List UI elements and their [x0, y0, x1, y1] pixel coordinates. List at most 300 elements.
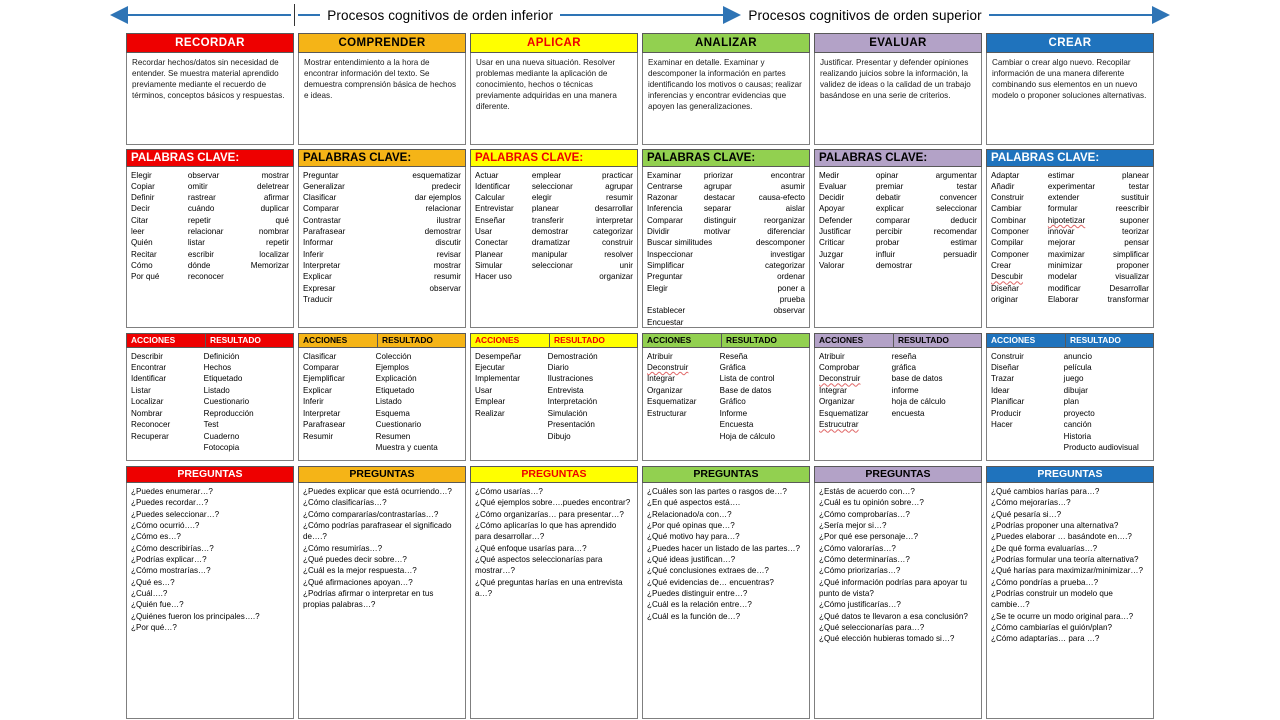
action-cell: [475, 431, 548, 442]
keyword-cell: Inspeccionar: [647, 249, 693, 259]
keyword-cell: simplificar: [1113, 249, 1149, 259]
result-cell: Esquema: [375, 408, 410, 418]
keyword-cell: Defender: [819, 215, 853, 225]
keyword-row: [131, 203, 289, 214]
keyword-cell: premiar: [875, 181, 904, 191]
keyword-row: [647, 317, 805, 328]
result-cell: informe: [891, 385, 919, 395]
actions-header-label: ACCIONES: [647, 335, 692, 345]
keyword-cell: Usar: [475, 227, 493, 237]
keyword-cell: Interpretar: [303, 261, 341, 271]
keyword-cell: agrupar: [605, 181, 633, 191]
actions-header-label: ACCIONES: [131, 335, 176, 345]
keyword-row: [991, 203, 1149, 214]
keyword-cell: esquematizar: [412, 170, 461, 180]
actions-results-row: [303, 373, 461, 384]
question-item: ¿Puedes elaborar … basándote en….?: [991, 532, 1132, 542]
keyword-cell: nombrar: [258, 227, 289, 237]
banner-rule-right: [989, 14, 1152, 16]
question-item: ¿Cómo es…?: [131, 532, 181, 542]
result-cell: Reproducción: [203, 408, 254, 418]
actions-results-row: [647, 385, 805, 396]
keyword-cell: Expresar: [303, 283, 336, 293]
question-item: ¿Podrías afirmar o interpretar en tus propias palabras…?: [303, 588, 434, 610]
keyword-cell: investigar: [770, 249, 805, 259]
keyword-cell: Explicar: [303, 272, 332, 282]
actions-results-row: [819, 362, 977, 373]
keyword-row: [647, 203, 805, 214]
keyword-row: [647, 305, 805, 316]
keyword-row: [131, 260, 289, 271]
banner-rule-left: [128, 14, 291, 16]
actions-results-row: [131, 419, 289, 430]
keyword-cell: seleccionar: [531, 261, 573, 271]
keyword-row: [819, 170, 977, 181]
question-item: ¿Relacionado/a con…?: [647, 509, 732, 519]
taxonomy-grid: [126, 33, 1154, 719]
results-header-label: RESULTADO: [721, 334, 809, 347]
keyword-cell: Decir: [131, 204, 150, 214]
result-cell: reseña: [891, 351, 917, 361]
taxonomy-column-crear: [986, 33, 1154, 719]
keyword-cell: dónde: [187, 261, 211, 271]
taxonomy-column-evaluar: [814, 33, 982, 719]
keyword-row: [475, 226, 633, 237]
question-item: ¿Podrías proponer una alternativa?: [991, 520, 1119, 530]
actions-results-row: [475, 419, 633, 430]
action-cell: [647, 419, 720, 430]
keyword-cell: estimar: [1047, 170, 1075, 180]
keyword-row: [991, 294, 1149, 305]
action-cell: Esquematizar: [647, 397, 697, 407]
question-item: ¿Qué aspectos seleccionarías para mostrar…?: [475, 554, 603, 576]
keyword-cell: Crear: [991, 261, 1012, 271]
keyword-cell: Buscar similitudes: [647, 238, 713, 248]
question-item: ¿Cómo clasificarías…?: [303, 498, 387, 508]
keyword-row: [303, 283, 461, 294]
keyword-cell: Generalizar: [303, 181, 345, 191]
question-item: ¿De qué forma evaluarías…?: [991, 543, 1098, 553]
result-cell: Ilustraciones: [547, 374, 594, 384]
keyword-cell: Quién: [131, 238, 153, 248]
question-item: ¿Podrías formular una teoría alternativa?: [991, 554, 1139, 564]
keyword-cell: rastrear: [187, 193, 216, 203]
question-item: ¿Cómo aplicarías lo que has aprendido para desarrollar…?: [475, 520, 617, 542]
action-cell: Parafrasear: [303, 420, 346, 430]
question-item: ¿Puedes hacer un listado de las partes…?: [647, 543, 800, 553]
keyword-row: [647, 226, 805, 237]
actions-results-list: [298, 348, 466, 461]
question-item: ¿Cómo compararías/contrastarías…?: [303, 509, 439, 519]
keyword-cell: Clasificar: [303, 193, 337, 203]
results-header-label: RESULTADO: [377, 334, 465, 347]
result-cell: Encuesta: [719, 420, 754, 430]
result-cell: Entrevista: [547, 385, 584, 395]
result-cell: Hoja de cálculo: [719, 431, 776, 441]
keyword-cell: ordenar: [777, 272, 805, 282]
keyword-cell: leer: [131, 227, 145, 237]
action-cell: Ejemplificar: [303, 374, 345, 384]
question-item: ¿Qué puedes decir sobre…?: [303, 554, 407, 564]
keyword-cell: causa-efecto: [758, 193, 805, 203]
category-title: CREAR: [986, 33, 1154, 53]
keyword-row: [475, 203, 633, 214]
keyword-cell: seleccionar: [531, 181, 573, 191]
question-item: ¿Qué información podrías para apoyar tu punto de vista?: [819, 577, 968, 598]
keyword-cell: mejorar: [1047, 238, 1076, 248]
actions-results-header: [298, 333, 466, 348]
keyword-cell: planear: [1121, 170, 1149, 180]
banner-rule-left-inner: [298, 14, 320, 16]
action-cell: Integrar: [647, 374, 675, 384]
keyword-cell: practicar: [601, 170, 633, 180]
keyword-cell: experimentar: [1047, 181, 1096, 191]
category-title: EVALUAR: [814, 33, 982, 53]
keyword-row: [303, 170, 461, 181]
question-item: ¿Qué ejemplos sobre….puedes encontrar?: [475, 498, 631, 508]
keyword-cell: [926, 260, 977, 271]
keyword-cell: Desarrollar: [1109, 283, 1149, 293]
category-title: APLICAR: [470, 33, 638, 53]
action-cell: Idear: [991, 385, 1010, 395]
question-item: ¿Qué preguntas harías en una entrevista a…?: [475, 577, 623, 598]
keyword-cell: innovar: [1047, 227, 1075, 237]
result-cell: Etiquetado: [375, 385, 415, 395]
keyword-cell: seleccionar: [936, 204, 977, 214]
question-item: ¿Qué afirmaciones apoyan…?: [303, 577, 413, 587]
result-cell: Simulación: [547, 408, 588, 418]
actions-results-list: [126, 348, 294, 461]
keyword-cell: Examinar: [647, 170, 682, 180]
keyword-cell: Elaborar: [1047, 295, 1079, 305]
results-header-label: RESULTADO: [205, 334, 293, 347]
category-description: Examinar en detalle. Examinar y descomponer la información en partes identificando los motivos o causas; realizar inferencias y encontrar evidencias que apoyen las generalizaciones.: [642, 53, 810, 145]
keyword-row: [819, 203, 977, 214]
result-cell: Cuestionario: [203, 397, 250, 407]
result-cell: canción: [1063, 420, 1092, 430]
action-cell: [131, 442, 204, 453]
question-item: ¿Puedes enumerar…?: [131, 487, 213, 496]
keyword-row: [303, 271, 461, 282]
question-item: ¿Qué datos te llevaron a esa conclusión?: [819, 611, 968, 621]
keyword-cell: deletrear: [257, 181, 289, 191]
actions-results-row: [991, 385, 1149, 396]
actions-results-row: [303, 396, 461, 407]
keyword-row: [991, 237, 1149, 248]
actions-results-row: [819, 351, 977, 362]
action-cell: Implementar: [475, 374, 520, 384]
actions-results-row: [131, 362, 289, 373]
action-cell: Organizar: [819, 397, 855, 407]
keyword-row: [991, 170, 1149, 181]
keyword-cell: Centrarse: [647, 181, 683, 191]
actions-results-row: [131, 373, 289, 384]
result-cell: proyecto: [1063, 408, 1095, 418]
question-item: ¿Cuáles son las partes o rasgos de…?: [647, 487, 787, 496]
category-description: Mostrar entendimiento a la hora de encontrar información del texto. Se demuestra comprensión básica de hechos e ideas.: [298, 53, 466, 145]
keyword-cell: descomponer: [755, 238, 805, 248]
keyword-cell: Evaluar: [819, 181, 847, 191]
actions-results-row: [131, 442, 289, 453]
keyword-cell: construir: [601, 238, 633, 248]
keyword-cell: Conectar: [475, 238, 508, 248]
actions-header-label: ACCIONES: [303, 335, 348, 345]
actions-results-row: [819, 385, 977, 396]
result-cell: Interpretación: [547, 397, 598, 407]
actions-results-header: [814, 333, 982, 348]
category-description: Usar en una nueva situación. Resolver problemas mediante la aplicación de conocimiento, hechos o técnicas previamente adquiridas en una manera diferente.: [470, 53, 638, 145]
action-cell: Construir: [991, 351, 1024, 361]
result-cell: Demostración: [547, 351, 598, 361]
questions-header: PREGUNTAS: [126, 466, 294, 484]
keyword-row: [991, 226, 1149, 237]
keyword-cell: Cambiar: [991, 204, 1022, 214]
questions-list: [470, 483, 638, 719]
keyword-cell: argumentar: [935, 170, 977, 180]
higher-order-label: Procesos cognitivos de orden superior: [748, 7, 982, 23]
keyword-cell: localizar: [259, 249, 289, 259]
actions-results-row: [303, 408, 461, 419]
action-cell: Deconstruir: [647, 362, 689, 372]
question-item: ¿Qué ideas justifican…?: [647, 554, 736, 564]
banner-rule-mid: [560, 14, 723, 16]
question-item: ¿Cómo priorizarías…?: [819, 566, 901, 576]
actions-results-row: [647, 362, 805, 373]
keyword-cell: Comparar: [647, 215, 683, 225]
cognitive-process-banner: [110, 0, 1170, 30]
question-item: ¿Cómo mostrarías…?: [131, 566, 211, 576]
keyword-cell: suponer: [1119, 215, 1149, 225]
action-cell: Reconocer: [131, 420, 171, 430]
actions-results-row: [991, 362, 1149, 373]
keywords-list: [298, 167, 466, 328]
actions-results-row: [475, 408, 633, 419]
keyword-row: [647, 192, 805, 203]
result-cell: película: [1063, 362, 1092, 372]
keyword-cell: relacionar: [187, 227, 224, 237]
keyword-cell: Componer: [991, 249, 1029, 259]
keyword-cell: demostrar: [875, 261, 913, 271]
keyword-cell: persuadir: [943, 249, 977, 259]
keyword-cell: probar: [875, 238, 900, 248]
keyword-cell: Recitar: [131, 249, 157, 259]
keyword-cell: convencer: [939, 193, 977, 203]
keywords-header: PALABRAS CLAVE:: [986, 149, 1154, 167]
keyword-cell: Contrastar: [303, 215, 341, 225]
result-cell: Fotocopia: [203, 443, 240, 453]
keyword-cell: visualizar: [1115, 272, 1149, 282]
keyword-cell: poner a prueba: [777, 283, 805, 305]
keyword-row: [819, 237, 977, 248]
results-header-label: RESULTADO: [549, 334, 637, 347]
action-cell: Explicar: [303, 385, 332, 395]
keyword-row: [819, 226, 977, 237]
keyword-row: [991, 215, 1149, 226]
result-cell: Informe: [719, 408, 748, 418]
keyword-cell: organizar: [599, 272, 633, 282]
keyword-cell: transformar: [1107, 295, 1149, 305]
action-cell: [991, 442, 1064, 453]
result-cell: Cuestionario: [375, 420, 422, 430]
result-cell: Lista de control: [719, 374, 775, 384]
keyword-row: [131, 192, 289, 203]
keyword-cell: Entrevistar: [475, 204, 514, 214]
keyword-cell: repetir: [266, 238, 289, 248]
result-cell: base de datos: [891, 374, 943, 384]
result-cell: Definición: [203, 351, 240, 361]
keyword-cell: observar: [187, 170, 220, 180]
keyword-cell: Razonar: [647, 193, 678, 203]
keyword-cell: [410, 294, 461, 305]
keyword-cell: Decidir: [819, 193, 845, 203]
actions-results-list: [986, 348, 1154, 461]
keywords-list: [126, 167, 294, 328]
actions-results-row: [819, 396, 977, 407]
keyword-cell: pensar: [1124, 238, 1149, 248]
keyword-cell: Añadir: [991, 181, 1015, 191]
keyword-cell: Planear: [475, 249, 503, 259]
keyword-cell: qué: [275, 215, 289, 225]
keyword-cell: originar: [991, 295, 1018, 305]
keyword-cell: omitir: [187, 181, 208, 191]
keyword-cell: categorizar: [764, 261, 805, 271]
keyword-cell: Establecer: [647, 306, 686, 316]
keyword-row: [819, 181, 977, 192]
actions-results-row: [303, 385, 461, 396]
keyword-row: [131, 237, 289, 248]
keywords-header: PALABRAS CLAVE:: [126, 149, 294, 167]
action-cell: Recuperar: [131, 431, 169, 441]
question-item: ¿Cómo pondrías a prueba…?: [991, 577, 1099, 587]
questions-header: PREGUNTAS: [814, 466, 982, 484]
keyword-cell: emplear: [531, 170, 562, 180]
result-cell: Base de datos: [719, 385, 772, 395]
keyword-cell: separar: [703, 204, 732, 214]
result-cell: Ejemplos: [375, 362, 409, 372]
keyword-cell: Adaptar: [991, 170, 1020, 180]
action-cell: [991, 431, 1064, 442]
result-cell: gráfica: [891, 362, 916, 372]
action-cell: Listar: [131, 385, 151, 395]
action-cell: Desempeñar: [475, 351, 522, 361]
questions-list: [814, 483, 982, 719]
keyword-row: [131, 181, 289, 192]
action-cell: Identificar: [131, 374, 167, 384]
keyword-cell: discutir: [435, 238, 461, 248]
question-item: ¿Cómo mejorarías…?: [991, 498, 1071, 508]
keyword-cell: Descubir: [991, 272, 1023, 282]
keyword-row: [991, 283, 1149, 294]
action-cell: Hacer: [991, 420, 1013, 430]
result-cell: juego: [1063, 374, 1084, 384]
result-cell: Test: [203, 420, 219, 430]
keyword-row: [475, 192, 633, 203]
actions-header-label: ACCIONES: [819, 335, 864, 345]
keyword-cell: Citar: [131, 215, 149, 225]
results-header-label: RESULTADO: [1065, 334, 1153, 347]
keyword-cell: Comparar: [303, 204, 339, 214]
keywords-header: PALABRAS CLAVE:: [814, 149, 982, 167]
questions-list: [126, 483, 294, 719]
keyword-row: [303, 237, 461, 248]
question-item: ¿Cómo comprobarías…?: [819, 509, 910, 519]
keyword-row: [303, 181, 461, 192]
result-cell: Reseña: [719, 351, 748, 361]
keyword-cell: afirmar: [263, 193, 289, 203]
keyword-cell: elegir: [531, 193, 552, 203]
keyword-cell: agrupar: [703, 181, 732, 191]
keyword-cell: Encuestar: [647, 317, 684, 327]
keyword-row: [991, 192, 1149, 203]
keyword-row: [647, 237, 805, 248]
actions-results-list: [642, 348, 810, 461]
action-cell: Clasificar: [303, 351, 337, 361]
lower-order-label: Procesos cognitivos de orden inferior: [327, 7, 554, 23]
actions-results-row: [303, 442, 461, 453]
keyword-cell: unir: [619, 261, 633, 271]
keyword-cell: interpretar: [596, 215, 633, 225]
keyword-row: [303, 294, 461, 305]
keyword-cell: Memorizar: [250, 261, 289, 271]
keyword-cell: testar: [956, 181, 977, 191]
keyword-cell: Traducir: [303, 295, 333, 305]
keyword-cell: planear: [531, 204, 559, 214]
question-item: ¿Cuál….?: [131, 588, 168, 598]
actions-results-row: [991, 351, 1149, 362]
result-cell: Diario: [547, 362, 569, 372]
keyword-cell: motivar: [703, 227, 731, 237]
keyword-cell: Elegir: [131, 170, 152, 180]
keyword-cell: deducir: [950, 215, 977, 225]
result-cell: hoja de cálculo: [891, 397, 946, 407]
keyword-cell: Juzgar: [819, 249, 844, 259]
keyword-cell: modelar: [1047, 272, 1078, 282]
action-cell: Encontrar: [131, 362, 167, 372]
keyword-cell: recomendar: [933, 227, 977, 237]
action-cell: Estrucutrar: [819, 420, 859, 430]
question-item: ¿Cómo determinarías…?: [819, 554, 910, 564]
keyword-row: [475, 249, 633, 260]
keyword-cell: Inferencia: [647, 204, 683, 214]
keyword-cell: Elegir: [647, 283, 668, 293]
keyword-cell: extender: [1047, 193, 1080, 203]
result-cell: anuncio: [1063, 351, 1093, 361]
question-item: ¿Puedes explicar que está ocurriendo…?: [303, 487, 452, 496]
actions-results-row: [991, 396, 1149, 407]
keyword-row: [819, 192, 977, 203]
actions-results-row: [131, 385, 289, 396]
actions-results-row: [303, 351, 461, 362]
actions-results-row: [819, 373, 977, 384]
keyword-cell: Construir: [991, 193, 1024, 203]
keyword-cell: revisar: [436, 249, 461, 259]
taxonomy-column-recordar: [126, 33, 294, 719]
actions-results-row: [647, 373, 805, 384]
result-cell: Listado: [203, 385, 230, 395]
actions-results-header: [642, 333, 810, 348]
keyword-row: [475, 271, 633, 282]
result-cell: plan: [1063, 397, 1079, 407]
actions-results-row: [475, 431, 633, 442]
result-cell: Etiquetado: [203, 374, 243, 384]
keyword-cell: [238, 271, 289, 282]
keyword-cell: formular: [1047, 204, 1078, 214]
actions-results-header: [986, 333, 1154, 348]
keyword-cell: Cómo: [131, 261, 153, 271]
keyword-row: [131, 271, 289, 282]
keyword-cell: predecir: [431, 181, 461, 191]
keyword-cell: priorizar: [703, 170, 734, 180]
